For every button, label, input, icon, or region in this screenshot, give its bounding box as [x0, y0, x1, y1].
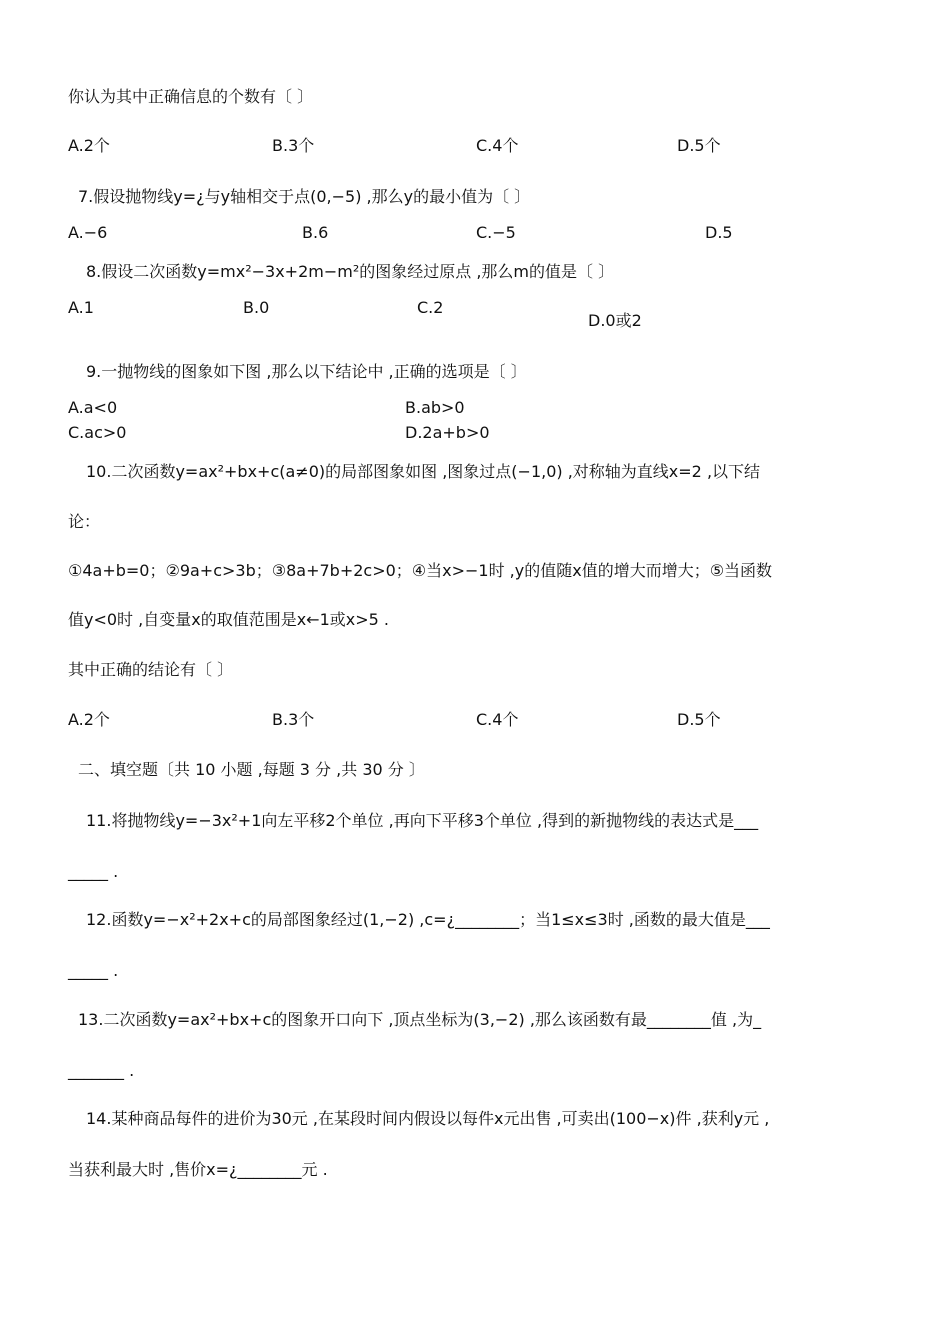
q7-option-a: A.−6: [68, 223, 108, 242]
line-question-stem: 你认为其中正确信息的个数有〔 〕: [68, 87, 314, 106]
q11-line2: _____ .: [68, 862, 119, 881]
q7-option-b: B.6: [302, 223, 329, 242]
q7-option-c: C.−5: [476, 223, 516, 242]
q10-conclusions-line1: ①4a+b=0；②9a+c>3b；③8a+7b+2c>0；④当x>−1时 ,y的值随x值的增大而增大；⑤当函数: [68, 561, 773, 580]
q13-line1: 13.二次函数y=ax²+bx+c的图象开口向下 ,顶点坐标为(3,−2) ,那么该函数有最________值 ,为_: [78, 1010, 762, 1029]
q6-option-d: D.5个: [677, 136, 721, 155]
section-2-heading: 二、填空题〔共 10 小题 ,每题 3 分 ,共 30 分 〕: [78, 760, 425, 779]
q13-line2: _______ .: [68, 1061, 135, 1080]
q10-conclusions-line2: 值y<0时 ,自变量x的取值范围是x←1或x>5 .: [68, 610, 389, 629]
q9-option-b: B.ab>0: [405, 398, 465, 417]
q7-option-d: D.5: [705, 223, 733, 242]
q9-option-c: C.ac>0: [68, 423, 127, 442]
q9-option-a: A.a<0: [68, 398, 118, 417]
q7-stem: 7.假设抛物线y=¿与y轴相交于点(0,−5) ,那么y的最小值为〔 〕: [78, 187, 531, 206]
q8-option-c: C.2: [417, 298, 444, 317]
q10-stem-line1: 10.二次函数y=ax²+bx+c(a≠0)的局部图象如图 ,图象过点(−1,0) ,对称轴为直线x=2 ,以下结: [86, 462, 761, 481]
q10-option-a: A.2个: [68, 710, 110, 729]
q8-option-b: B.0: [243, 298, 270, 317]
q8-option-a: A.1: [68, 298, 94, 317]
q11-line1: 11.将抛物线y=−3x²+1向左平移2个单位 ,再向下平移3个单位 ,得到的新抛物线的表达式是___: [86, 811, 759, 830]
q10-option-d: D.5个: [677, 710, 721, 729]
q9-option-d: D.2a+b>0: [405, 423, 490, 442]
q14-line2: 当获利最大时 ,售价x=¿________元 .: [68, 1160, 328, 1179]
q10-option-b: B.3个: [272, 710, 315, 729]
q12-line2: _____ .: [68, 961, 119, 980]
q10-stem-line2: 论：: [68, 512, 101, 531]
q10-question: 其中正确的结论有〔 〕: [68, 660, 234, 679]
q6-option-a: A.2个: [68, 136, 110, 155]
q8-option-d: D.0或2: [588, 311, 642, 330]
q6-option-c: C.4个: [476, 136, 519, 155]
q9-stem: 9.一抛物线的图象如下图 ,那么以下结论中 ,正确的选项是〔 〕: [86, 362, 527, 381]
q10-option-c: C.4个: [476, 710, 519, 729]
q8-stem: 8.假设二次函数y=mx²−3x+2m−m²的图象经过原点 ,那么m的值是〔 〕: [86, 262, 615, 281]
q12-line1: 12.函数y=−x²+2x+c的局部图象经过(1,−2) ,c=¿________；当1≤x≤3时 ,函数的最大值是___: [86, 910, 770, 929]
q6-option-b: B.3个: [272, 136, 315, 155]
q14-line1: 14.某种商品每件的进价为30元 ,在某段时间内假设以每件x元出售 ,可卖出(100−x)件 ,获利y元 ,: [86, 1109, 770, 1128]
